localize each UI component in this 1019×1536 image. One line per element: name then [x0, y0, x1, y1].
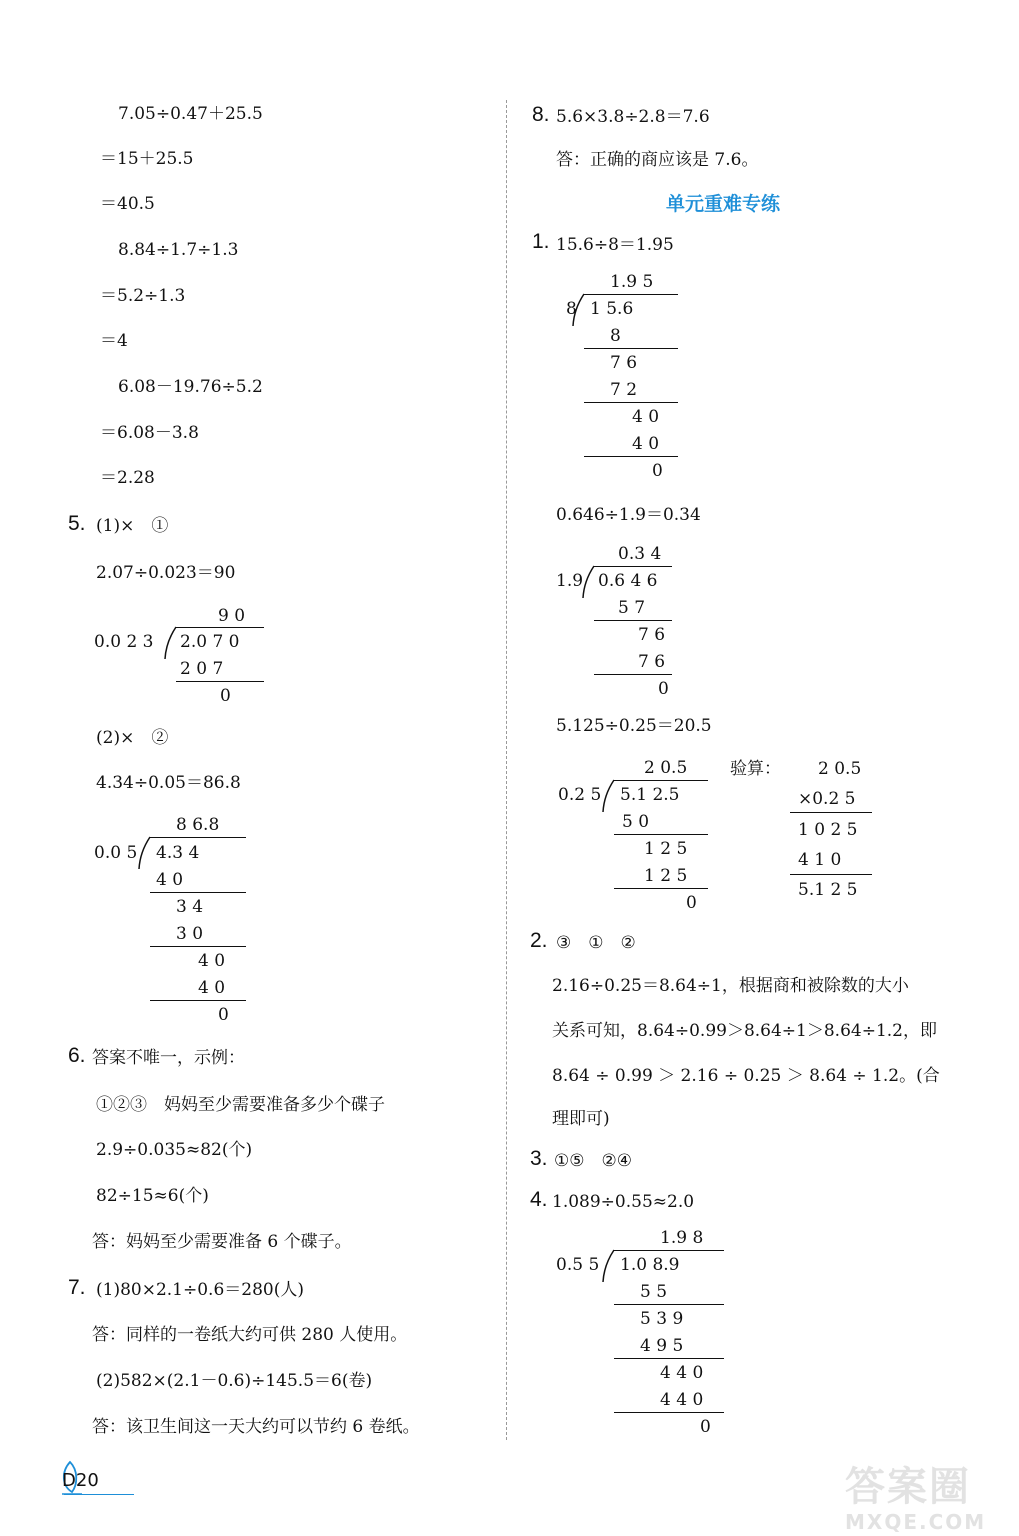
remainder: 0 — [220, 686, 231, 706]
equation: 15.6÷8＝1.95 — [556, 235, 674, 255]
partial-remainder: 1 2 5 — [644, 839, 688, 859]
watermark-url: MXQE.COM — [845, 1510, 987, 1534]
subtract-line — [176, 681, 264, 682]
divisor: 0.5 5 — [556, 1255, 600, 1275]
quotient: 0.3 4 — [618, 544, 662, 564]
partial-remainder: 4 0 — [198, 951, 226, 971]
subtract-line — [584, 402, 678, 403]
page-number: D20 — [62, 1470, 99, 1491]
quotient: 1.9 5 — [610, 272, 654, 292]
partial-product: 4 0 — [156, 870, 184, 890]
division-bar — [614, 1250, 724, 1251]
division-bar — [594, 566, 672, 567]
divisor: 0.2 5 — [558, 785, 602, 805]
subtract-line — [614, 888, 708, 889]
division-bracket — [138, 836, 152, 870]
partial-product: 8 — [610, 326, 621, 346]
answer-line: ①⑤ ②④ — [554, 1151, 632, 1171]
question-number: 3. — [530, 1147, 548, 1170]
partial-product: 2 0 7 — [180, 659, 224, 679]
division-bracket — [164, 626, 178, 660]
calc-line: ＝5.2÷1.3 — [100, 286, 186, 306]
subtract-line — [150, 946, 246, 947]
calc-line: 6.08－19.76÷5.2 — [118, 377, 263, 397]
divisor: 0.0 5 — [94, 843, 138, 863]
answer-line: 2.16÷0.25＝8.64÷1，根据商和被除数的大小 — [552, 976, 909, 996]
remainder: 0 — [218, 1005, 229, 1025]
division-bar — [150, 837, 246, 838]
subtract-line — [614, 1304, 724, 1305]
answer-head: ③ ① ② — [556, 933, 636, 953]
partial-remainder: 3 4 — [176, 897, 204, 917]
quotient: 8 6.8 — [176, 815, 220, 835]
calc-line: ＝40.5 — [100, 194, 155, 214]
remainder: 0 — [686, 893, 697, 913]
partial-product: 3 0 — [176, 924, 204, 944]
watermark-logo-text: 答案圈 — [845, 1464, 971, 1510]
answer-line: 答：正确的商应该是 7.6。 — [556, 150, 759, 170]
answer-line: 关系可知，8.64÷0.99＞8.64÷1＞8.64÷1.2，即 — [552, 1021, 937, 1041]
division-bracket — [602, 779, 616, 813]
partial-product: 4 9 5 — [640, 1336, 684, 1356]
question-number: 5. — [68, 512, 86, 535]
quotient: 1.9 8 — [660, 1228, 704, 1248]
answer-line: (2)582×(2.1－0.6)÷145.5＝6(卷) — [96, 1371, 373, 1391]
answer-line: 2.9÷0.035≈82(个) — [96, 1140, 253, 1160]
calc-line: ＝15＋25.5 — [100, 149, 194, 169]
division-bar — [614, 780, 708, 781]
equation: 0.646÷1.9＝0.34 — [556, 505, 701, 525]
divisor: 0.0 2 3 — [94, 632, 154, 652]
question-number: 8. — [532, 103, 550, 126]
remainder: 0 — [658, 679, 669, 699]
partial-remainder: 4 4 0 — [660, 1363, 704, 1383]
answer-head: 答案不唯一，示例： — [92, 1048, 245, 1068]
subtract-line — [594, 674, 672, 675]
divisor: 8 — [566, 299, 577, 319]
multiplicand: 2 0.5 — [818, 759, 862, 779]
partial-product: 4 4 0 — [660, 1390, 704, 1410]
answer-line: 8.64 ÷ 0.99 ＞ 2.16 ÷ 0.25 ＞ 8.64 ÷ 1.2。(合 — [552, 1066, 940, 1086]
subtract-line — [584, 348, 678, 349]
calc-line: ＝2.28 — [100, 468, 155, 488]
subtract-line — [614, 834, 708, 835]
question-number: 6. — [68, 1044, 86, 1067]
answer-head: (1)× ① — [96, 516, 169, 536]
partial-product: 5 7 — [618, 598, 646, 618]
answer-head: (2)× ② — [96, 728, 169, 748]
subtract-line — [614, 1412, 724, 1413]
answer-line: 82÷15≈6(个) — [96, 1186, 209, 1206]
watermark — [845, 1455, 1010, 1534]
equation: 2.07÷0.023＝90 — [96, 563, 236, 583]
remainder: 0 — [652, 461, 663, 481]
partial-product: 4 0 — [632, 434, 660, 454]
answer-line: (1)80×2.1÷0.6＝280(人) — [96, 1280, 304, 1300]
partial-product: 1 2 5 — [644, 866, 688, 886]
equation: 5.6×3.8÷2.8＝7.6 — [556, 107, 710, 127]
check-label: 验算： — [730, 759, 781, 779]
division-bracket — [602, 1249, 616, 1283]
subtract-line — [614, 1358, 724, 1359]
subtract-line — [584, 456, 678, 457]
subtract-line — [594, 620, 672, 621]
question-number: 4. — [530, 1188, 548, 1211]
dividend: 2.0 7 0 — [180, 632, 240, 652]
dividend: 1 5.6 — [590, 299, 634, 319]
calc-line: 8.84÷1.7÷1.3 — [118, 240, 239, 260]
division-bracket — [572, 293, 586, 327]
subtract-line — [150, 1000, 246, 1001]
quotient: 2 0.5 — [644, 758, 688, 778]
multiplier: ×0.2 5 — [798, 789, 856, 809]
section-heading: 单元重难专练 — [666, 193, 781, 215]
partial-product: 4 0 — [198, 978, 226, 998]
question-number: 1. — [532, 230, 550, 253]
calc-line: ＝6.08－3.8 — [100, 423, 199, 443]
answer-line: ①②③ 妈妈至少需要准备多少个碟子 — [96, 1095, 385, 1115]
partial-product: 1 0 2 5 — [798, 820, 858, 840]
partial-remainder: 7 6 — [638, 625, 666, 645]
subtract-line — [150, 892, 246, 893]
answer-line: 答：该卫生间这一天大约可以节约 6 卷纸。 — [92, 1417, 420, 1437]
footer-underline — [64, 1494, 134, 1495]
dividend: 0.6 4 6 — [598, 571, 658, 591]
partial-product: 4 1 0 — [798, 850, 842, 870]
partial-product: 5 0 — [622, 812, 650, 832]
calc-line: ＝4 — [100, 331, 128, 351]
divisor: 1.9 — [556, 571, 584, 591]
equation: 4.34÷0.05＝86.8 — [96, 773, 241, 793]
dividend: 4.3 4 — [156, 843, 200, 863]
division-bar — [176, 627, 264, 628]
question-number: 7. — [68, 1276, 86, 1299]
dividend: 1.0 8.9 — [620, 1255, 680, 1275]
partial-product: 7 6 — [638, 652, 666, 672]
quotient: 9 0 — [218, 606, 246, 626]
calc-line: 7.05÷0.47＋25.5 — [118, 104, 263, 124]
dividend: 5.1 2.5 — [620, 785, 680, 805]
division-bar — [584, 294, 678, 295]
partial-remainder: 4 0 — [632, 407, 660, 427]
product-line — [790, 812, 872, 813]
answer-line: 答：同样的一卷纸大约可供 280 人使用。 — [92, 1325, 408, 1345]
product-line — [790, 874, 872, 875]
division-bracket — [582, 565, 596, 599]
question-number: 2. — [530, 929, 548, 952]
partial-remainder: 5 3 9 — [640, 1309, 684, 1329]
column-divider — [506, 100, 507, 1440]
equation: 1.089÷0.55≈2.0 — [552, 1192, 695, 1212]
partial-product: 7 2 — [610, 380, 638, 400]
answer-line: 答：妈妈至少需要准备 6 个碟子。 — [92, 1232, 352, 1252]
partial-product: 5 5 — [640, 1282, 668, 1302]
partial-remainder: 7 6 — [610, 353, 638, 373]
product: 5.1 2 5 — [798, 880, 858, 900]
remainder: 0 — [700, 1417, 711, 1437]
answer-line: 理即可) — [552, 1109, 610, 1129]
equation: 5.125÷0.25＝20.5 — [556, 716, 712, 736]
